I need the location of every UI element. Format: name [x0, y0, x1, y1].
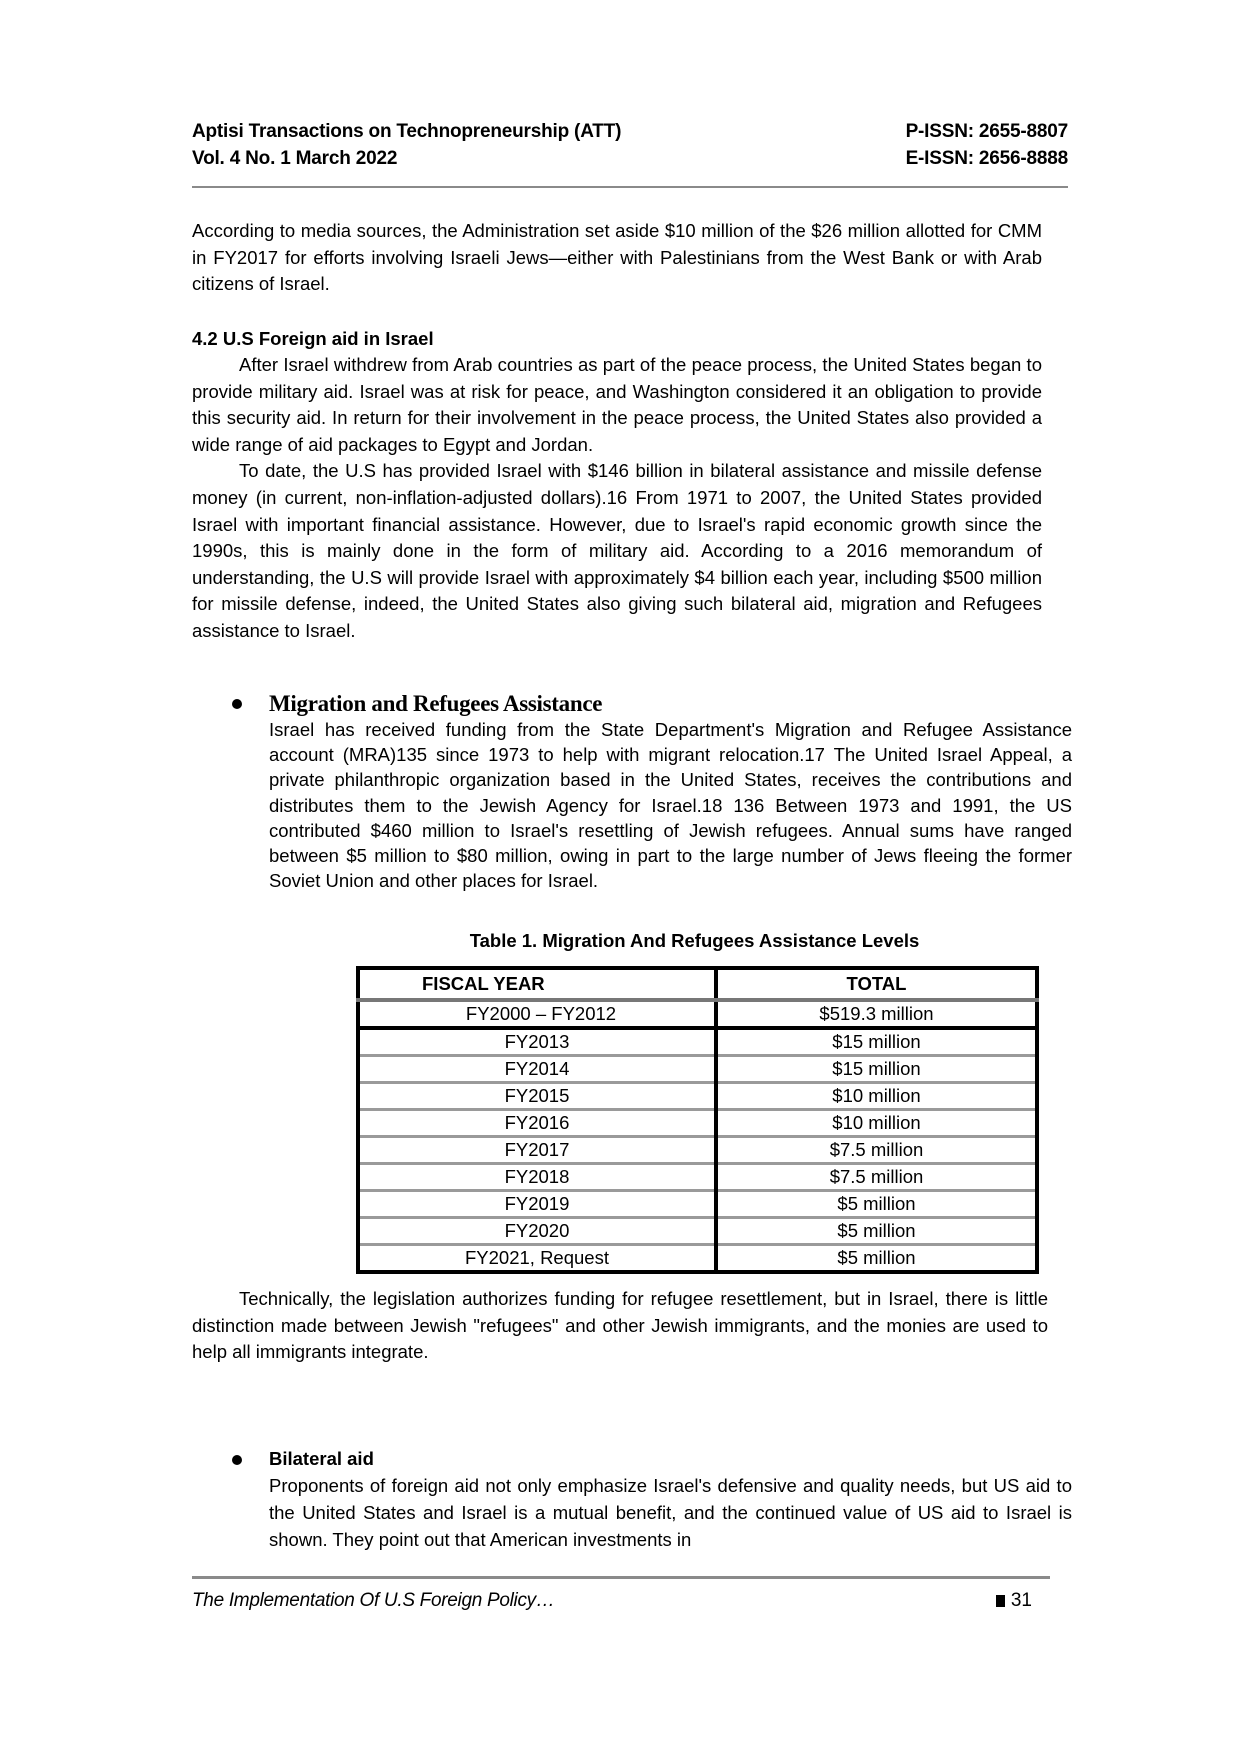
total-cell: $7.5 million: [716, 1137, 1037, 1164]
running-header: [192, 118, 1068, 172]
total-cell: $10 million: [716, 1083, 1037, 1110]
table-row: [358, 1000, 1037, 1028]
total-cell: $519.3 million: [716, 1000, 1037, 1028]
fiscal-year-cell: FY2020: [358, 1218, 716, 1245]
p-issn: P-ISSN: 2655-8807: [905, 121, 1068, 142]
journal-title: Aptisi Transactions on Technopreneurship (ATT): [192, 121, 622, 142]
page-number: 31: [1010, 1590, 1032, 1611]
total-cell: $15 million: [716, 1028, 1037, 1056]
table-row: [358, 1218, 1037, 1245]
bullet-text: Israel has received funding from the State Department's Migration and Refugee Assistance account (MRA)135 since 1973 to help with migrant relocation.17 The United Israel Appeal, a private philanthropic organization based in the United States, receives the contributions and distributes them to the Jewish Agency for Israel.18 136 Between 1973 and 1991, the US contributed $460 million to Israel's resettling of Jewish refugees. Annual sums have ranged between $5 million to $80 million, owing in part to the large number of Jews fleeing the former Soviet Union and other places for Israel.: [269, 719, 1072, 892]
fiscal-year-cell: FY2019: [358, 1191, 716, 1218]
section-body: [192, 352, 1042, 645]
fiscal-year-cell: FY2018: [358, 1164, 716, 1191]
bullet-text: Proponents of foreign aid not only emphasize Israel's defensive and quality needs, but US aid to the United States and Israel is a mutual benefit, and the continued value of US aid to Israel is shown. They point out that American investments in: [269, 1475, 1072, 1550]
column-header: TOTAL: [716, 968, 1037, 1000]
fiscal-year-cell: FY2017: [358, 1137, 716, 1164]
table-row: [358, 1164, 1037, 1191]
fiscal-year-cell: FY2014: [358, 1056, 716, 1083]
total-cell: $10 million: [716, 1110, 1037, 1137]
section-paragraph: To date, the U.S has provided Israel with $146 billion in bilateral assistance and missile defense money (in current, non-inflation-adjusted dollars).16 From 1971 to 2007, the United States provided Israel with important financial assistance. However, due to Israel's rapid economic growth since the 1990s, this is mainly done in the form of military aid. According to a 2016 memorandum of understanding, the U.S will provide Israel with approximately $4 billion each year, including $500 million for missile defense, indeed, the United States also giving such bilateral aid, migration and Refugees assistance to Israel.: [192, 460, 1042, 641]
total-cell: $5 million: [716, 1218, 1037, 1245]
section-heading: 4.2 U.S Foreign aid in Israel: [192, 328, 434, 349]
total-cell: $7.5 million: [716, 1164, 1037, 1191]
after-table-paragraph: Technically, the legislation authorizes funding for refugee resettlement, but in Israel, there is little distinction made between Jewish "refugees" and other Jewish immigrants, and the monies are used to help all immigrants integrate.: [192, 1288, 1048, 1363]
fiscal-year-cell: FY2016: [358, 1110, 716, 1137]
running-title: The Implementation Of U.S Foreign Policy…: [192, 1590, 555, 1611]
fiscal-year-cell: FY2015: [358, 1083, 716, 1110]
table-row: [358, 1110, 1037, 1137]
table-row: [358, 1137, 1037, 1164]
header-divider: [192, 186, 1068, 188]
table-row: [358, 1245, 1037, 1273]
table-row: [358, 1028, 1037, 1056]
total-cell: $5 million: [716, 1191, 1037, 1218]
bullet-heading: Bilateral aid: [269, 1448, 374, 1469]
table-row: [358, 1056, 1037, 1083]
journal-issue: Vol. 4 No. 1 March 2022: [192, 148, 398, 169]
table-caption: Table 1. Migration And Refugees Assistance Levels: [469, 930, 920, 951]
total-cell: $15 million: [716, 1056, 1037, 1083]
intro-paragraph: According to media sources, the Administration set aside $10 million of the $26 million allotted for CMM in FY2017 for efforts involving Israeli Jews—either with Palestinians from the West Bank or with Arab citizens of Israel.: [192, 220, 1042, 295]
fiscal-year-cell: FY2021, Request: [358, 1245, 716, 1273]
footer-divider: [192, 1576, 1050, 1579]
section-paragraph: After Israel withdrew from Arab countries as part of the peace process, the United States began to provide military aid. Israel was at risk for peace, and Washington considered it an obligation to provide this security aid. In return for their involvement in the peace process, the United States also provided a wide range of aid packages to Egypt and Jordan.: [192, 354, 1042, 455]
table-header-row: [358, 968, 1037, 1000]
bullet-heading: Migration and Refugees Assistance: [269, 691, 603, 716]
e-issn: E-ISSN: 2656-8888: [905, 148, 1068, 169]
table-row: [358, 1083, 1037, 1110]
square-bullet-icon: [996, 1595, 1005, 1607]
fiscal-year-cell: FY2000 – FY2012: [358, 1000, 716, 1028]
total-cell: $5 million: [837, 1247, 916, 1268]
running-footer: [192, 1588, 1050, 1614]
page-number-block: [996, 1588, 1050, 1614]
bullet-icon: [232, 699, 242, 709]
table-row: [358, 1191, 1037, 1218]
bullet-icon: [232, 1455, 242, 1465]
assistance-table: [356, 966, 1039, 1274]
column-header: FISCAL YEAR: [358, 968, 716, 1000]
fiscal-year-cell: FY2013: [358, 1028, 716, 1056]
